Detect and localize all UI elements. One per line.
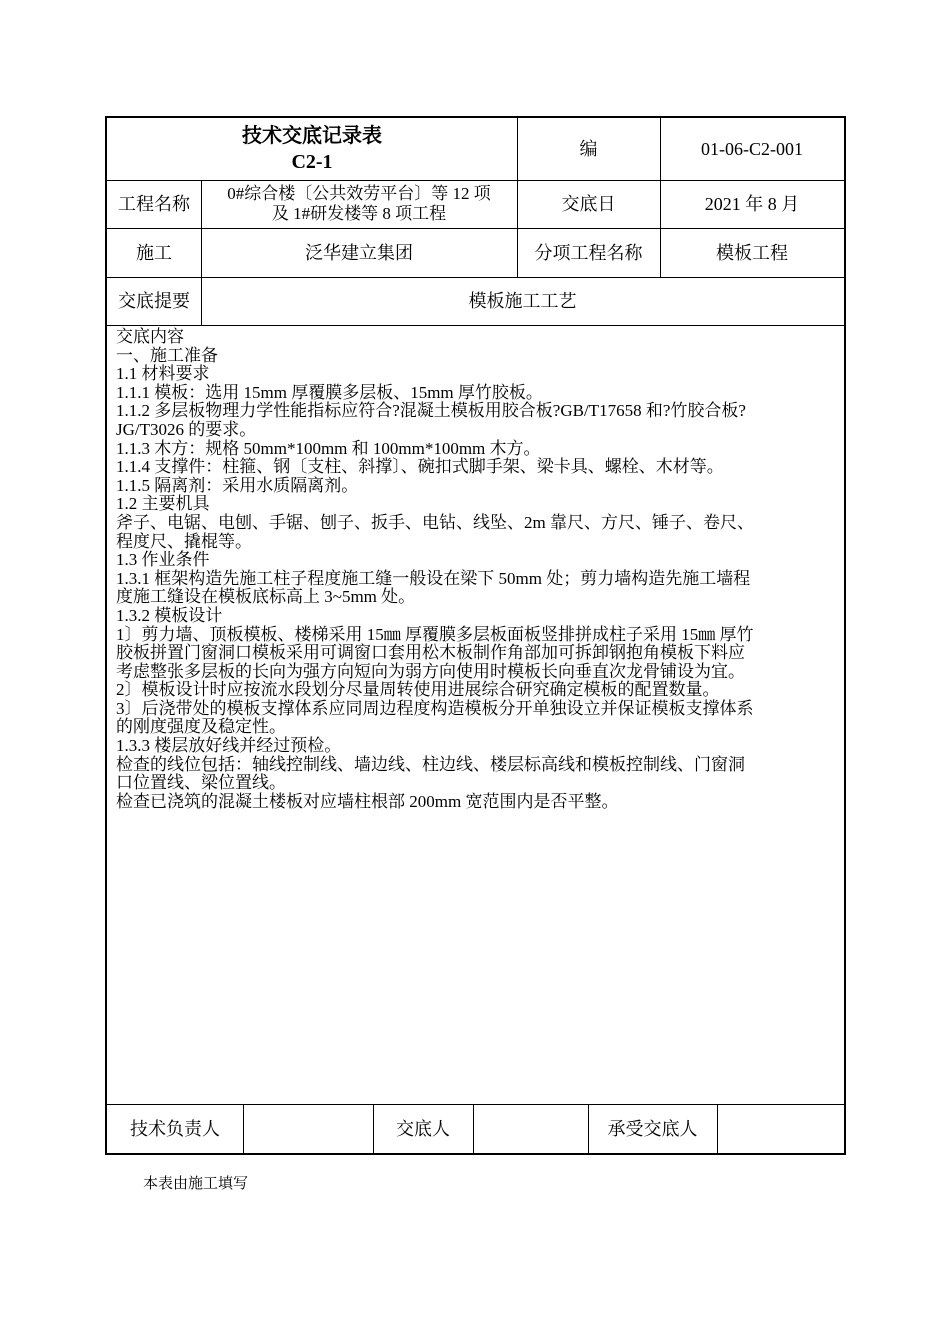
content-line: 1.2 主要机具 <box>116 494 210 514</box>
content-line: 1.1.4 支撑件：柱箍、钢〔支柱、斜撑〕、碗扣式脚手架、梁卡具、螺栓、木材等。 <box>116 457 724 477</box>
receiver-label: 承受交底人 <box>607 1118 698 1139</box>
project-name-line1: 0#综合楼〔公共效劳平台〕等 12 项 <box>227 184 491 203</box>
tech-lead-signature <box>243 1104 373 1153</box>
project-name-value <box>201 180 517 228</box>
presenter-signature <box>473 1104 588 1153</box>
content-line: 检查已浇筑的混凝土楼板对应墙柱根部 200mm 宽范围内是否平整。 <box>116 791 619 811</box>
content-line: JG/T3026 的要求。 <box>116 419 257 439</box>
content-line: 考虑整张多层板的长向为强方向短向为弱方向使用时模板长向垂直次龙骨铺设为宜。 <box>116 661 745 681</box>
row-divider <box>107 325 844 326</box>
summary-value: 模板施工工艺 <box>468 291 577 311</box>
content-line: 2〕模板设计时应按流水段划分尽量周转使用进展综合研究确定模板的配置数量。 <box>116 680 720 700</box>
project-name-label: 工程名称 <box>118 194 190 214</box>
summary-label: 交底提要 <box>118 291 190 311</box>
content-line: 度施工缝设在模板底标高上 3~5mm 处。 <box>116 587 416 607</box>
form-code: C2-1 <box>291 151 333 173</box>
form-title: 技术交底记录表 <box>242 125 382 147</box>
disclosure-content <box>116 328 838 811</box>
date-value: 2021 年 8 月 <box>704 194 800 214</box>
number-label: 编 <box>579 139 598 159</box>
content-line: 一、施工准备 <box>116 345 218 365</box>
content-line: 的刚度强度及稳定性。 <box>116 717 286 737</box>
content-line: 口位置线、梁位置线。 <box>116 773 286 793</box>
date-label: 交底日 <box>561 194 616 214</box>
presenter-label: 交底人 <box>396 1118 450 1139</box>
content-line: 胶板拼置门窗洞口模板采用可调窗口套用松木板制作角部加可拆卸钢抱角模板下料应 <box>116 643 745 663</box>
content-line: 检查的线位包括：轴线控制线、墙边线、柱边线、楼层标高线和模板控制线、门窗洞 <box>116 754 745 774</box>
content-line: 1.1.3 木方：规格 50mm*100mm 和 100mm*100mm 木方。 <box>116 438 541 458</box>
content-line: 1.1.5 隔离剂：采用水质隔离剂。 <box>116 475 359 495</box>
content-line: 1〕剪力墙、顶板模板、楼梯采用 15㎜ 厚覆膜多层板面板竖排拼成柱子采用 15㎜ 厚竹 <box>116 624 754 644</box>
content-line: 1.3 作业条件 <box>116 550 210 570</box>
number-value: 01-06-C2-001 <box>701 139 803 159</box>
content-line: 程度尺、撬棍等。 <box>116 531 252 551</box>
receiver-signature <box>717 1104 844 1153</box>
form-title-cell <box>107 118 517 180</box>
content-line: 1.3.2 模板设计 <box>116 605 223 625</box>
contractor-value: 泛华建立集团 <box>305 242 413 263</box>
subproject-label: 分项工程名称 <box>534 242 643 263</box>
disclosure-record-form <box>105 116 846 1155</box>
project-name-line2: 及 1#研发楼等 8 项工程 <box>271 204 447 223</box>
content-line: 1.1.2 多层板物理力学性能指标应符合?混凝土模板用胶合板?GB/T17658 和?竹胶合板? <box>116 401 746 421</box>
content-line: 3〕后浇带处的模板支撑体系应同周边程度构造模板分开单独设立并保证模板支撑体系 <box>116 698 754 718</box>
content-line: 1.1.1 模板：选用 15mm 厚覆膜多层板、15mm 厚竹胶板。 <box>116 382 543 402</box>
form-footnote: 本表由施工填写 <box>143 1176 249 1192</box>
content-line: 斧子、电锯、电刨、手锯、刨子、扳手、电钻、线坠、2m 靠尺、方尺、锤子、卷尺、 <box>116 512 754 532</box>
content-line: 1.3.1 框架构造先施工柱子程度施工缝一般设在梁下 50mm 处；剪力墙构造先施工墙程 <box>116 568 751 588</box>
tech-lead-label: 技术负责人 <box>130 1118 220 1139</box>
content-line: 交底内容 <box>116 327 184 346</box>
content-line: 1.1 材料要求 <box>116 364 210 384</box>
subproject-value: 模板工程 <box>716 242 788 263</box>
contractor-label: 施工 <box>136 242 172 263</box>
content-line: 1.3.3 楼层放好线并经过预检。 <box>116 736 342 756</box>
